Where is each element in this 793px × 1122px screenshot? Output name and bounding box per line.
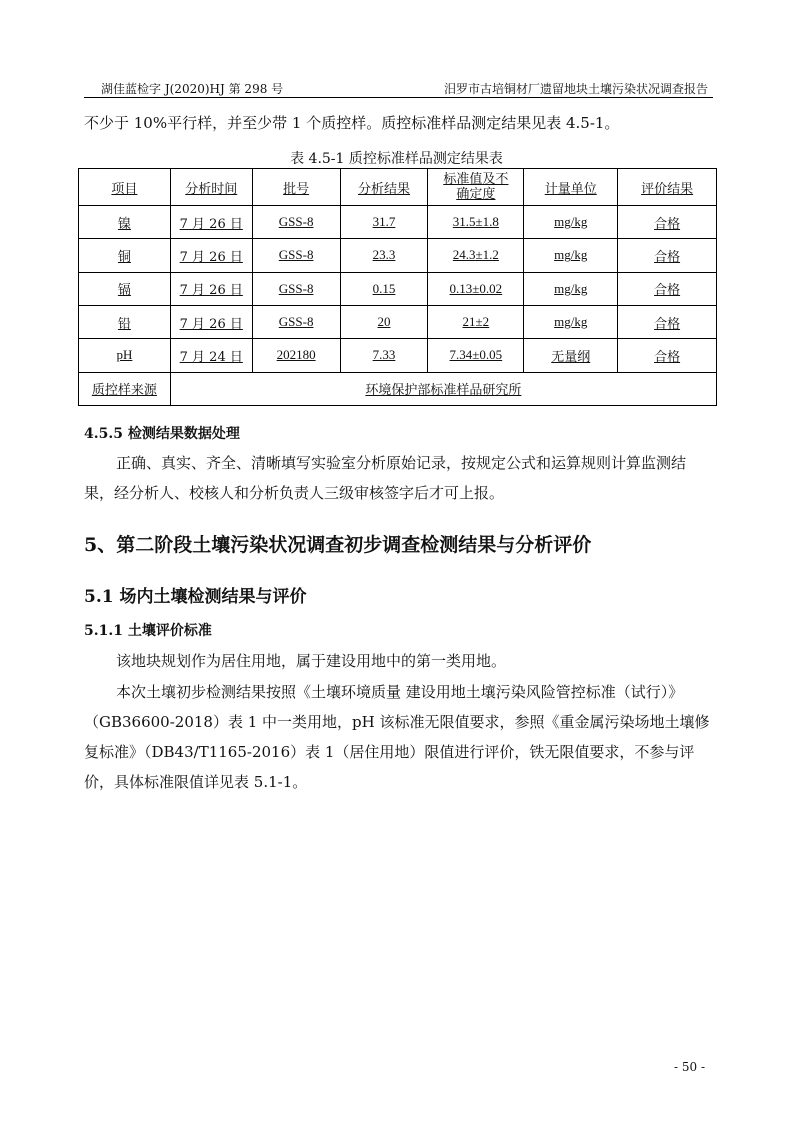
table-cell: 7 月 26 日 bbox=[170, 272, 252, 305]
table-cell: mg/kg bbox=[524, 272, 618, 305]
table-cell: 7 月 26 日 bbox=[170, 305, 252, 338]
header-cell: 评价结果 bbox=[618, 169, 717, 206]
section-4-5-5-paragraph: 正确、真实、齐全、清晰填写实验室分析原始记录，按规定公式和运算规则计算监测结果，经分析人、校核人和分析负责人三级审核签字后才可上报。 bbox=[84, 454, 687, 502]
table-cell: mg/kg bbox=[524, 305, 618, 338]
table-cell: GSS-8 bbox=[252, 239, 340, 272]
table-cell: mg/kg bbox=[524, 206, 618, 239]
section-heading-4-5-5: 4.5.5 检测结果数据处理 bbox=[84, 426, 240, 442]
header-report-title: 汨罗市古培铜材厂遗留地块土壤污染状况调查报告 bbox=[443, 82, 708, 96]
table-cell: 无量纲 bbox=[524, 339, 618, 372]
table-cell: 20 bbox=[340, 305, 428, 338]
table-row-source bbox=[79, 372, 717, 405]
section-heading-5-1: 5.1 场内土壤检测结果与评价 bbox=[84, 587, 307, 607]
table-cell: 0.15 bbox=[340, 272, 428, 305]
table-cell: 7 月 26 日 bbox=[170, 206, 252, 239]
table-cell: 7 月 24 日 bbox=[170, 339, 252, 372]
table-cell: 31.5±1.8 bbox=[428, 206, 524, 239]
table-cell: 合格 bbox=[618, 206, 717, 239]
source-label-cell: 质控样来源 bbox=[79, 372, 171, 405]
table-row bbox=[79, 272, 717, 305]
table-cell: 铅 bbox=[79, 305, 171, 338]
table-cell: pH bbox=[79, 339, 171, 372]
table-cell: 7 月 26 日 bbox=[170, 239, 252, 272]
table-cell: 7.34±0.05 bbox=[428, 339, 524, 372]
table-cell: 24.3±1.2 bbox=[428, 239, 524, 272]
table-row bbox=[79, 339, 717, 372]
table-cell: 合格 bbox=[618, 305, 717, 338]
section-heading-5-1-1: 5.1.1 土壤评价标准 bbox=[84, 623, 212, 639]
table-cell: 合格 bbox=[618, 239, 717, 272]
section-5-1-1-paragraph-1: 该地块规划作为居住用地，属于建设用地中的第一类用地。 bbox=[116, 652, 507, 670]
table-cell: GSS-8 bbox=[252, 305, 340, 338]
table-cell: 合格 bbox=[618, 339, 717, 372]
table-cell: 202180 bbox=[252, 339, 340, 372]
table-row bbox=[79, 206, 717, 239]
header-cell: 批号 bbox=[252, 169, 340, 206]
table-cell: GSS-8 bbox=[252, 272, 340, 305]
table-cell: 合格 bbox=[618, 272, 717, 305]
header-cell: 计量单位 bbox=[524, 169, 618, 206]
table-cell: mg/kg bbox=[524, 239, 618, 272]
header-cell: 标准值及不 确定度 bbox=[428, 169, 524, 206]
page-number: - 50 - bbox=[673, 1060, 705, 1074]
header-doc-number: 湖佳蓝检字 J(2020)HJ 第 298 号 bbox=[101, 82, 284, 96]
table-cell: 7.33 bbox=[340, 339, 428, 372]
table-row bbox=[79, 239, 717, 272]
table-cell: 0.13±0.02 bbox=[428, 272, 524, 305]
table-cell: GSS-8 bbox=[252, 206, 340, 239]
qc-results-table bbox=[78, 168, 717, 406]
table-cell: 23.3 bbox=[340, 239, 428, 272]
table-caption: 表 4.5-1 质控标准样品测定结果表 bbox=[290, 151, 503, 167]
table-cell: 31.7 bbox=[340, 206, 428, 239]
table-cell: 镉 bbox=[79, 272, 171, 305]
table-header-row bbox=[79, 169, 717, 206]
header-rule bbox=[84, 97, 713, 98]
table-cell: 21±2 bbox=[428, 305, 524, 338]
table-cell: 镍 bbox=[79, 206, 171, 239]
intro-paragraph: 不少于 10%平行样，并至少带 1 个质控样。质控标准样品测定结果见表 4.5-1。 bbox=[84, 114, 620, 132]
header-cell: 分析结果 bbox=[340, 169, 428, 206]
chapter-heading-5: 5、第二阶段土壤污染状况调查初步调查检测结果与分析评价 bbox=[84, 534, 592, 556]
section-5-1-1-paragraph-2: 本次土壤初步检测结果按照《土壤环境质量 建设用地土壤污染风险管控标准（试行）》（GB36600-2018）表 1 中一类用地，pH 该标准无限值要求，参照《重金属污染场地土壤修复标准》（DB43/T1165-2016）表 1（居住用地）限值进行评价，铁无限值要求，不参与评价，具体标准限值详见表 5.1-1。 bbox=[84, 683, 710, 791]
table-row bbox=[79, 305, 717, 338]
header-cell: 项目 bbox=[79, 169, 171, 206]
header-cell: 分析时间 bbox=[170, 169, 252, 206]
source-value-cell: 环境保护部标准样品研究所 bbox=[170, 372, 716, 405]
table-cell: 铜 bbox=[79, 239, 171, 272]
